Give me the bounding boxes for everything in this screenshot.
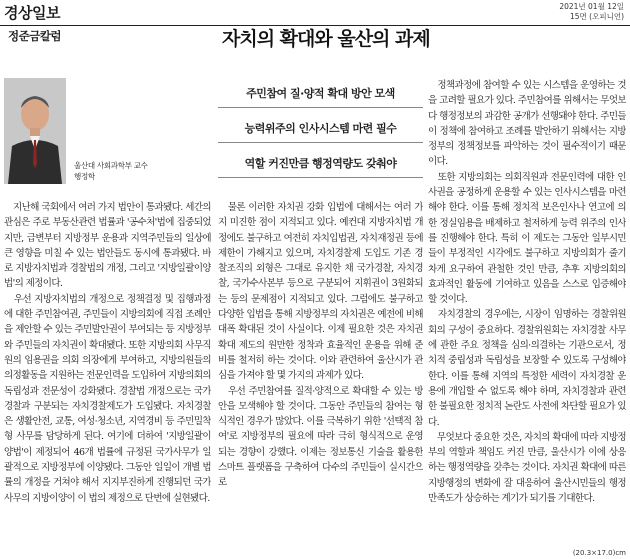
portrait-image [4, 78, 66, 184]
subhead-1: 주민참여 질·양적 확대 방안 모색 [218, 79, 423, 108]
publication-page: 15면 (오피니언) [569, 12, 624, 21]
subhead-2: 능력위주의 인사시스템 마련 필수 [218, 114, 423, 143]
author-field: 행정학 [74, 172, 95, 181]
author-bio [74, 160, 148, 182]
article-column-2 [218, 200, 423, 491]
paragraph: 또한 지방의회는 의회직원과 전문인력에 대한 인사권을 공정하게 운용할 수 있는 인사시스템을 마련해야 한다. 이를 통해 정치적 보은인사나 연고에 의한 정실임용을 배제하고 철저하게 능력 위주의 인사를 진행해야 한다. 특히 이 제도는 그동안 일부시민들이 부정적인 시각에도 불구하고 지방의회가 줄기차게 요구하여 관철한 것인 만큼, 추후 지방의회의 효과적인 활동에 기여하고 있음을 스스로 입증해야 할 것이다. [428, 171, 626, 306]
paragraph: 무엇보다 중요한 것은, 자치의 확대에 따라 지방정부의 역할과 책임도 커진 만큼, 울산시가 이에 상응하는 행정역량을 갖추는 것이다. 자치권 확대에 따른 지방행정의 변화에 잘 대응하여 울산시민들의 행정만족도가 상승하는 계기가 되기를 기대한다. [428, 431, 626, 505]
publication-date: 2021년 01월 12일 [559, 2, 624, 11]
author-affiliation: 울산대 사회과학부 교수 [74, 161, 148, 170]
publication-meta [559, 2, 624, 22]
article-column-3 [428, 78, 626, 506]
author-photo [4, 78, 66, 184]
paragraph: 물론 이러한 자치권 강화 입법에 대해서는 여러 가지 미진한 점이 지적되고 있다. 예컨대 지방자치법 개정에도 불구하고 여전히 자치입법권, 자치재정권 등에 제한이 가해지고 있으며, 자치경찰제 도입도 기존 경찰조직의 외형은 그대로 유지한 채 국가경찰, 자치경찰, 국가수사본부 등으로 구분되어 지휘권이 3원화되는 등의 문제점이 지적되고 있다. 그럼에도 불구하고 다양한 입법을 통해 지방정부의 자치권은 예전에 비해 대폭 확대된 것이 사실이다. 이제 필요한 것은 자치권 확대 제도의 원만한 정착과 효율적인 운용을 위해 준비를 철저히 하는 것이다. 이와 관련하여 울산시가 관심을 가져야 할 몇 가지의 과제가 있다. [218, 202, 423, 382]
paragraph: 우선 주민참여를 질적·양적으로 확대할 수 있는 방안을 모색해야 할 것이다. 그동안 주민들의 참여는 형식적인 경우가 많았다. 이를 극복하기 위한 '선택적 참여'로 지방정부의 필요에 따라 극히 형식적으로 운영되는 경향이 강했다. 이제는 정보통신 기술을 활용한 스마트 플랫폼을 구축하여 다수의 주민들이 실시간으로 [218, 385, 423, 489]
subhead-3: 역할 커진만큼 행정역량도 갖춰야 [218, 149, 423, 178]
paragraph: 우선 지방자치법의 개정으로 정책결정 및 집행과정에 대한 주민참여권, 주민들이 지방의회에 직접 조례안을 제안할 수 있는 주민발안권이 부여되는 등 지방정부와 주민들의 자치권이 확대됐다. 또한 지방의회 사무직원의 임용권을 의회 의장에게 부여하고, 지방의원들의 의정활동을 지원하는 전문인력을 도입하여 지방의회의 독립성과 전문성이 강화됐다. 경찰법 개정으로는 국가경찰과 구분되는 자치경찰제도가 도입됐다. 자치경찰은 생활안전, 교통, 여성·청소년, 지역경비 등 주민밀착형 사무를 담당하게 된다. 여기에 더하여 '지방일괄이양법'이 제정되어 46개 법률에 규정된 국가사무가 일괄적으로 지방정부에 이양됐다. 그동안 일일이 개별 법률의 개정을 거쳐야 해서 지지부진하게 진행되던 국가사무의 지방이양이 이 법의 제정으로 단번에 실현됐다. [4, 293, 211, 504]
paragraph: 정책과정에 참여할 수 있는 시스템을 운영하는 것을 고려할 필요가 있다. 주민참여를 위해서는 무엇보다 행정정보의 과감한 공개가 선행돼야 한다. 주민들이 정책에 참여하고 조례를 발안하기 위해서는 지방정부의 정책정보를 파악하는 것이 필수적이기 때문이다. [428, 80, 626, 168]
article-column-1 [4, 200, 211, 506]
paragraph: 지난해 국회에서 여러 가지 법안이 통과됐다. 세간의 관심은 주로 부동산관련 법률과 '공수처'법에 집중되었지만, 급변부터 지방정부 운용과 지역주민들의 일상에 큰 영향을 미칠 수 있는 법안들도 동시에 통과됐다. 바로 지방자치법과 경찰법의 개정, 그리고 '지방일괄이양법'의 제정이다. [4, 202, 211, 290]
masthead-logo: 경상일보 [4, 4, 60, 22]
paragraph: 자치경찰의 경우에는, 시장이 임명하는 경찰위원회의 구성이 중요하다. 경찰위원회는 자치경찰 사무에 관한 주요 정책을 심의·의결하는 기관으로서, 정치적 중립성과 독립성을 보장할 수 있도록 구성해야 한다. 이를 통해 지역의 특정한 세력이 자치경찰 운용에 개입할 수 없도록 해야 하며, 자치경찰과 관련한 불필요한 정치적 논란도 사전에 차단할 필요가 있다. [428, 309, 626, 428]
columnist-label: 정준금칼럼 [8, 29, 62, 43]
article-title: 자치의 확대와 울산의 과제 [222, 28, 430, 50]
size-note: (20.3×17.0)cm [572, 549, 626, 557]
